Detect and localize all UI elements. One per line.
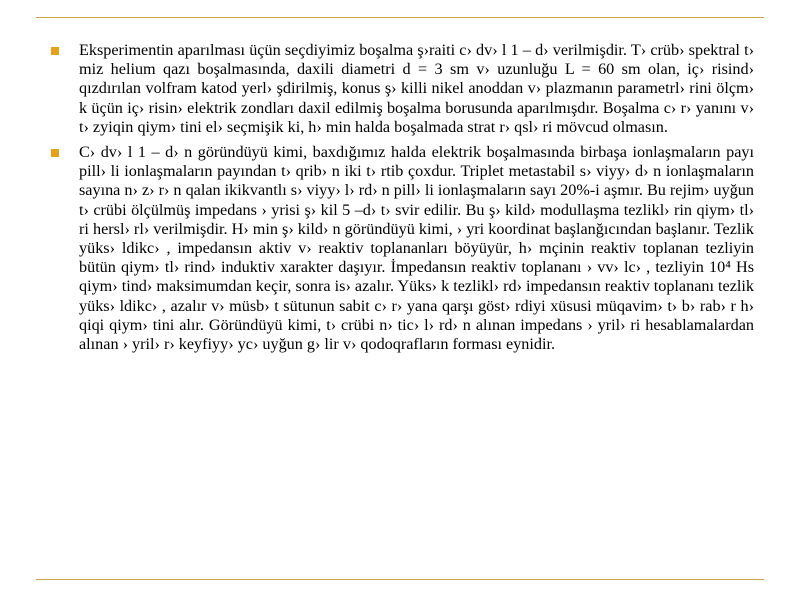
square-bullet-icon — [51, 47, 59, 55]
bullet-item-2 — [50, 143, 754, 354]
bullet-paragraph-1: Eksperimentin aparılması üçün seçdiyimiz boşalma ş›raiti c› dv› l 1 – d› verilmişdir. T› crüb› spektral t› miz helium qazı boşalmasında, daxili diametri d = 3 sm v› uzunluğu L = 60 sm olan, iç› risind› qızdırılan volfram katod yerl› şdirilmiş, konus ş› killi nikel anoddan v› plazmanın parametrl› rini ölçm› k üçün iç› risin› elektrik zondları daxil edilmiş boşalma borusunda aparılmışdır. Boşalma c› r› yanını v› t› zyiqin qiym› tini el› seçmişik ki, h› min halda boşalmada strat r› qsl› ri mövcud olmasın. — [79, 41, 754, 136]
top-rule — [36, 17, 764, 18]
bullet-item-1 — [50, 41, 754, 137]
bottom-rule — [36, 579, 764, 580]
slide-body — [50, 41, 754, 360]
square-bullet-icon — [51, 149, 59, 157]
bullet-paragraph-2: C› dv› l 1 – d› n göründüyü kimi, baxdığımız halda elektrik boşalmasında birbaşa ionlaşmaların payı pill› li ionlaşmaların payından t› qrib› n iki t› rtib çoxdur. Triplet metastabil s› viyy› d› n ionlaşmaların sayına n› z› r› n qalan ikikvantlı s› viyy› l› rd› n pill› li ionlaşmaların sayı 20%-i aşmır. Bu rejim› uyğun t› crübi ölçülmüş impedans › yrisi ş› kil 5 –d› t› svir edilir. Bu ş› kild› modullaşma tezlikl› rin qiym› tl› ri hersl› rl› verilmişdir. H› min ş› kild› n göründüyü kimi, › yri koordinat başlanğıcından başlanır. Tezlik yüks› ldikc› , impedansın aktiv v› reaktiv toplananları böyüyür, h› mçinin reaktiv toplanan tezliyin bütün qiym› tl› rind› induktiv xarakter daşıyır. İmpedansın reaktiv toplananı › vv› lc› , tezliyin 10⁴ Hs qiym› tind› maksimumdan keçir, sonra is› azalır. Yüks› k tezlikl› rd› impedansın reaktiv toplananı tezlik yüks› ldikc› , azalır v› müsb› t sütunun sabit c› r› yana qarşı göst› rdiyi xüsusi müqavim› t› b› rab› r h› qiqi qiym› tini alır. Göründüyü kimi, t› crübi n› tic› l› rd› n alınan impedans › yril› ri hesablamalardan alınan › yril› r› keyfiyy› yc› uyğun g› lir v› qodoqrafların forması eynidir. — [79, 143, 754, 354]
